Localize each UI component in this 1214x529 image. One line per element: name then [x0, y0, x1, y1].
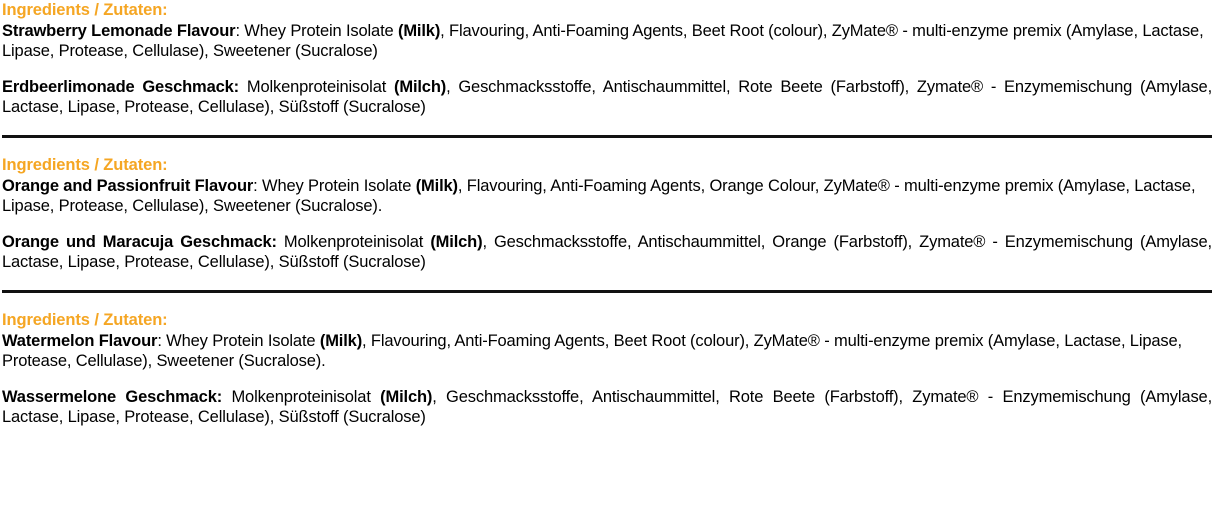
german-ingredients-paragraph: [2, 232, 1212, 273]
ingredients-section-strawberry-lemonade: [2, 0, 1212, 117]
english-body-rest: , Flavouring, Anti-Foaming Agents, Beet Root (colour), ZyMate® - multi-enzyme premix (Amylase, Lactase, Lipase, Protease, Cellulase), Sweetener (Sucralose).: [2, 332, 1182, 371]
german-allergen: (Milch): [380, 387, 433, 406]
heading-zutaten-label: Zutaten:: [103, 156, 168, 175]
section-divider: [2, 135, 1212, 138]
german-ingredients-paragraph: [2, 387, 1212, 428]
english-allergen: (Milk): [319, 332, 363, 351]
heading-zutaten-label: Zutaten:: [103, 1, 168, 19]
heading-separator: /: [89, 311, 104, 330]
english-allergen: (Milk): [397, 21, 441, 40]
german-flavour-name: Erdbeerlimonade Geschmack:: [2, 77, 240, 96]
english-ingredients-paragraph: [2, 21, 1212, 62]
english-body-first: : Whey Protein Isolate: [253, 177, 416, 196]
heading-separator: /: [89, 156, 104, 175]
paragraph-spacer: [2, 62, 1212, 77]
german-body-first: Molkenproteinisolat: [222, 387, 381, 406]
english-ingredients-paragraph: [2, 176, 1212, 217]
english-body-first: : Whey Protein Isolate: [157, 332, 320, 351]
english-body-rest: , Flavouring, Anti-Foaming Agents, Beet Root (colour), ZyMate® - multi-enzyme premix (Amylase, Lactase, Lipase, Protease, Cellulase), Sweetener (Sucralose): [2, 21, 1204, 61]
paragraph-spacer: [2, 372, 1212, 387]
section-heading: [2, 311, 1212, 330]
german-allergen: (Milch): [430, 232, 483, 251]
heading-ingredients-label: Ingredients: [2, 156, 90, 175]
english-flavour-name: Watermelon Flavour: [2, 332, 158, 351]
german-body-rest: , Geschmacksstoffe, Antischaummittel, Orange (Farbstoff), Zymate® - Enzymemischung (Amylase, Lactase, Lipase, Protease, Cellulase), Süßstoff (Sucralose): [2, 232, 1212, 271]
german-body-rest: , Geschmacksstoffe, Antischaummittel, Rote Beete (Farbstoff), Zymate® - Enzymemischung (Amylase, Lactase, Lipase, Protease, Cellulase), Süßstoff (Sucralose): [2, 387, 1213, 426]
section-heading: [2, 156, 1212, 175]
ingredients-section-orange-passionfruit: [2, 152, 1212, 272]
heading-zutaten-label: Zutaten:: [103, 311, 168, 330]
german-allergen: (Milch): [394, 77, 447, 96]
heading-separator: /: [89, 1, 104, 19]
section-heading: [2, 1, 1212, 20]
heading-ingredients-label: Ingredients: [2, 311, 90, 330]
section-divider: [2, 290, 1212, 293]
english-body-first: : Whey Protein Isolate: [235, 21, 398, 40]
paragraph-spacer: [2, 217, 1212, 232]
german-ingredients-paragraph: [2, 77, 1212, 118]
german-flavour-name: Orange und Maracuja Geschmack:: [2, 232, 277, 251]
english-ingredients-paragraph: [2, 331, 1212, 372]
heading-ingredients-label: Ingredients: [2, 1, 90, 19]
german-body-rest: , Geschmacksstoffe, Antischaummittel, Rote Beete (Farbstoff), Zymate® - Enzymemischung (Amylase, Lactase, Lipase, Protease, Cellulase), Süßstoff (Sucralose): [2, 77, 1212, 116]
english-allergen: (Milk): [415, 177, 458, 196]
ingredients-section-watermelon: [2, 307, 1212, 427]
german-body-first: Molkenproteinisolat: [239, 77, 394, 96]
english-flavour-name: Strawberry Lemonade Flavour: [2, 21, 236, 40]
german-body-first: Molkenproteinisolat: [276, 232, 431, 251]
english-body-rest: , Flavouring, Anti-Foaming Agents, Orange Colour, ZyMate® - multi-enzyme premix (Amylase, Lactase, Lipase, Protease, Cellulase), Sweetener (Sucralose).: [2, 177, 1196, 216]
english-flavour-name: Orange and Passionfruit Flavour: [2, 177, 254, 196]
german-flavour-name: Wassermelone Geschmack:: [2, 387, 223, 406]
